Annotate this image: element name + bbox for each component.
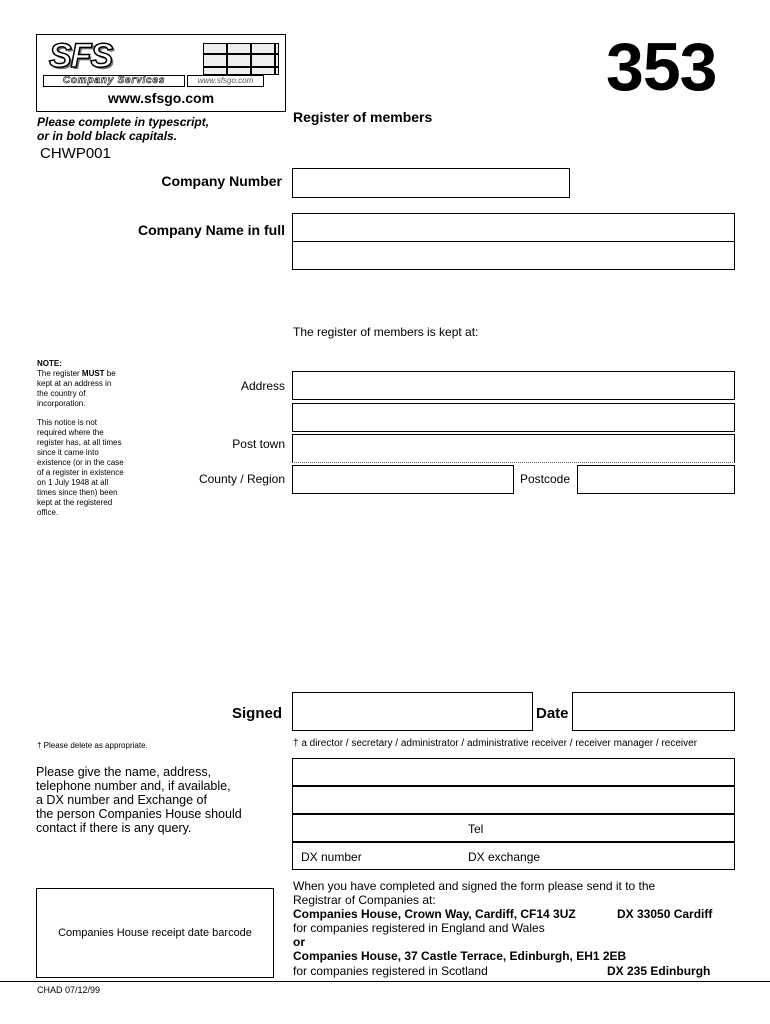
note-line: existence (or in the case bbox=[37, 458, 124, 467]
logo bbox=[36, 34, 286, 112]
company-name-label: Company Name in full bbox=[137, 222, 285, 238]
or-label: or bbox=[293, 935, 305, 949]
note-line: kept at an address in bbox=[37, 379, 112, 388]
note-line: kept at the registered bbox=[37, 498, 113, 507]
signed-label: Signed bbox=[231, 705, 282, 722]
logo-tagline-url: www.sfsgo.com bbox=[187, 75, 264, 87]
send-intro-2: Registrar of Companies at: bbox=[293, 893, 436, 907]
send-intro-1: When you have completed and signed the form please send it to the bbox=[293, 879, 656, 893]
edinburgh-address: Companies House, 37 Castle Terrace, Edinburgh, EH1 2EB bbox=[293, 949, 627, 963]
note-line: register has, at all times bbox=[37, 438, 122, 447]
post-town-field[interactable] bbox=[292, 434, 735, 463]
contact-line: contact if there is any query. bbox=[36, 821, 192, 835]
footer-code: CHAD 07/12/99 bbox=[37, 985, 101, 995]
note-line: office. bbox=[37, 508, 59, 517]
note-p1-bold: MUST bbox=[81, 369, 105, 378]
form-number: 353 bbox=[606, 29, 717, 105]
company-number-field[interactable] bbox=[292, 168, 570, 198]
address-field-2[interactable] bbox=[292, 403, 735, 432]
note-line: since it came into bbox=[37, 448, 99, 457]
signature-field[interactable] bbox=[292, 692, 533, 731]
contact-tel-field[interactable] bbox=[292, 814, 735, 842]
county-field[interactable] bbox=[292, 465, 514, 494]
note-p1-pre: The register bbox=[37, 369, 82, 378]
note-p1-first bbox=[37, 369, 147, 379]
company-name-field-2[interactable] bbox=[292, 241, 735, 270]
logo-website: www.sfsgo.com bbox=[107, 90, 215, 106]
page-title: Register of members bbox=[293, 109, 433, 125]
note-line: on 1 July 1948 at all bbox=[37, 478, 109, 487]
county-label: County / Region bbox=[198, 472, 285, 486]
note-line: This notice is not bbox=[37, 418, 98, 427]
postcode-label: Postcode bbox=[520, 472, 571, 486]
cardiff-address: Companies House, Crown Way, Cardiff, CF14 3UZ bbox=[293, 907, 576, 921]
date-label: Date bbox=[536, 705, 569, 722]
contact-line: Please give the name, address, bbox=[36, 765, 212, 779]
barcode-box bbox=[36, 888, 274, 978]
note-block bbox=[37, 359, 147, 518]
date-field[interactable] bbox=[572, 692, 735, 731]
logo-brand: SFS bbox=[49, 37, 113, 75]
address-label: Address bbox=[240, 379, 285, 393]
edinburgh-dx: DX 235 Edinburgh bbox=[607, 964, 711, 978]
note-line: required where the bbox=[37, 428, 104, 437]
instructions-line-1: Please complete in typescript, bbox=[37, 115, 210, 129]
company-number-label: Company Number bbox=[161, 173, 282, 189]
contact-line: the person Companies House should bbox=[36, 807, 242, 821]
contact-line: telephone number and, if available, bbox=[36, 779, 231, 793]
note-line: times since then) been bbox=[37, 488, 118, 497]
form-code: CHWP001 bbox=[40, 145, 111, 162]
post-town-label: Post town bbox=[232, 437, 285, 451]
contact-instructions bbox=[36, 765, 242, 835]
contact-line: a DX number and Exchange of bbox=[36, 793, 207, 807]
delete-note: † Please delete as appropriate. bbox=[37, 741, 148, 750]
footer-divider bbox=[0, 981, 770, 982]
logo-tagline: Company Services bbox=[43, 75, 185, 87]
cardiff-note: for companies registered in England and Wales bbox=[293, 921, 545, 935]
logo-grid-icon bbox=[203, 43, 279, 75]
edinburgh-note: for companies registered in Scotland bbox=[293, 964, 488, 978]
note-line: incorporation. bbox=[37, 399, 86, 408]
address-field-1[interactable] bbox=[292, 371, 735, 400]
company-name-field-1[interactable] bbox=[292, 213, 735, 242]
contact-address-field[interactable] bbox=[292, 786, 735, 814]
cardiff-dx: DX 33050 Cardiff bbox=[617, 907, 713, 921]
barcode-label: Companies House receipt date barcode bbox=[58, 927, 252, 939]
tel-label: Tel bbox=[468, 822, 484, 836]
note-line: the country of bbox=[37, 389, 86, 398]
note-p1-post: be bbox=[104, 369, 116, 378]
contact-dx-field[interactable] bbox=[292, 842, 735, 870]
contact-name-field[interactable] bbox=[292, 758, 735, 786]
instructions-line-2: or in bold black capitals. bbox=[37, 129, 178, 143]
note-line: of a register in existence bbox=[37, 468, 124, 477]
postcode-field[interactable] bbox=[577, 465, 735, 494]
capacity-note: † a director / secretary / administrator / administrative receiver / receiver manager / receiver bbox=[293, 738, 698, 749]
note-heading: NOTE: bbox=[37, 359, 62, 368]
dx-number-label: DX number bbox=[301, 850, 362, 864]
kept-at-label: The register of members is kept at: bbox=[293, 325, 479, 339]
dx-exchange-label: DX exchange bbox=[468, 850, 541, 864]
